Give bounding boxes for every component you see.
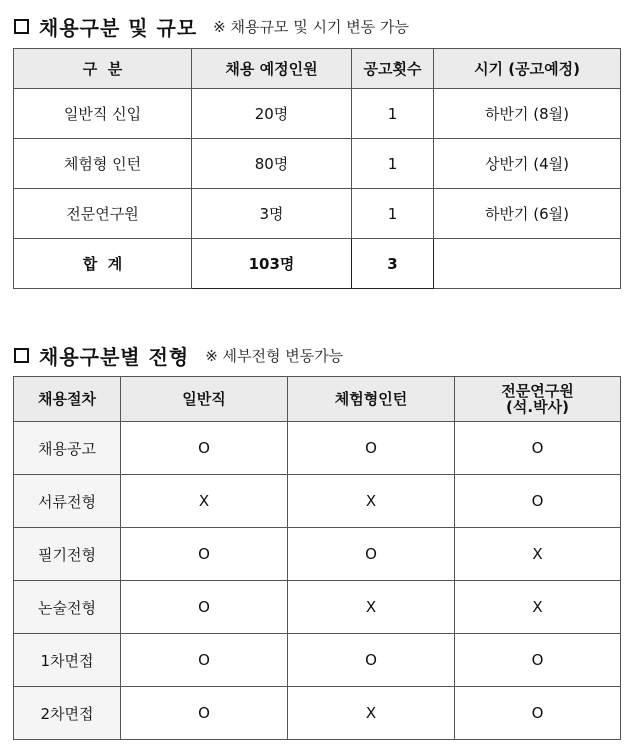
table-row [14,189,621,239]
table-cell: 전문연구원 [14,189,192,239]
header-cell: 채용 예정인원 [192,49,352,89]
process-step: 채용공고 [14,422,121,475]
table-row [14,475,621,528]
table-cell: 상반기 (4월) [434,139,621,189]
process-step: 서류전형 [14,475,121,528]
table-cell: O [455,422,621,475]
table-cell: 1 [352,139,434,189]
header-cell: 공고횟수 [352,49,434,89]
table-header-row [14,377,621,422]
table-cell: 20명 [192,89,352,139]
header-line: 전문연구원 [501,382,574,400]
checkbox-square-icon [14,348,29,363]
total-postings: 3 [352,239,434,289]
table-cell: 하반기 (8월) [434,89,621,139]
table-cell: X [288,687,455,740]
table-cell: O [121,581,288,634]
table-cell: X [121,475,288,528]
table-cell: O [288,528,455,581]
table-row [14,687,621,740]
total-row [14,239,621,289]
table-cell: O [288,634,455,687]
header-cell: 채용절차 [14,377,121,422]
table-cell: X [288,475,455,528]
header-cell: 구 분 [14,49,192,89]
selection-process-table [13,376,621,740]
process-step: 논술전형 [14,581,121,634]
table-row [14,634,621,687]
table-cell: 하반기 (6월) [434,189,621,239]
table-cell: 80명 [192,139,352,189]
table-cell: X [288,581,455,634]
table-cell: O [455,687,621,740]
section2-note: ※ 세부전형 변동가능 [205,347,344,365]
table-row [14,89,621,139]
table-cell: 1 [352,89,434,139]
table-cell: O [288,422,455,475]
recruitment-scale-table [13,48,621,289]
section1-note: ※ 채용규모 및 시기 변동 가능 [213,18,409,36]
section2-title: 채용구분별 전형 [39,345,190,369]
process-step: 필기전형 [14,528,121,581]
table-cell: X [455,528,621,581]
total-headcount: 103명 [192,239,352,289]
table-cell: O [121,422,288,475]
header-cell: 일반직 [121,377,288,422]
header-cell: 체험형인턴 [288,377,455,422]
header-line: (석.박사) [506,398,569,416]
table-cell: O [121,634,288,687]
section1-heading [14,12,409,41]
process-step: 1차면접 [14,634,121,687]
table-cell: O [455,634,621,687]
table-header-row [14,49,621,89]
table-cell: 일반직 신입 [14,89,192,139]
header-cell [455,377,621,422]
total-label: 합 계 [14,239,192,289]
table-cell: O [455,475,621,528]
process-step: 2차면접 [14,687,121,740]
section2-heading [14,341,343,370]
table-cell: 체험형 인턴 [14,139,192,189]
table-cell: 1 [352,189,434,239]
checkbox-square-icon [14,19,29,34]
table-cell: O [121,528,288,581]
section1-title: 채용구분 및 규모 [39,16,198,40]
total-period [434,239,621,289]
table-cell: O [121,687,288,740]
header-cell: 시기 (공고예정) [434,49,621,89]
table-cell: 3명 [192,189,352,239]
table-row [14,528,621,581]
table-row [14,422,621,475]
table-row [14,139,621,189]
table-cell: X [455,581,621,634]
table-row [14,581,621,634]
